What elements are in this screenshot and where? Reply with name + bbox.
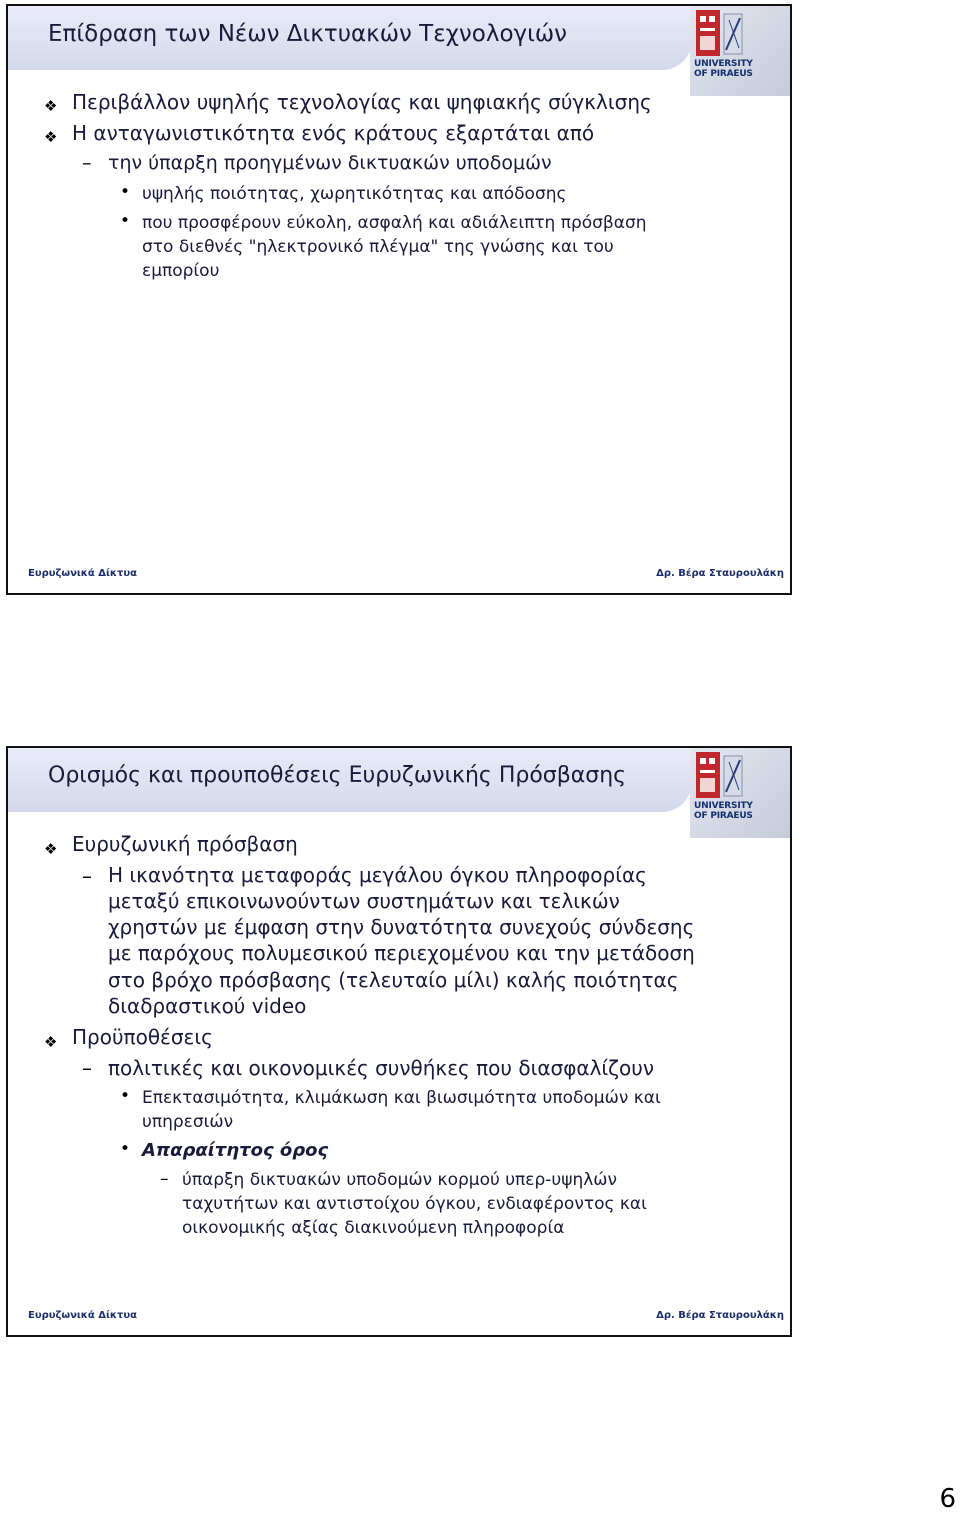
dot-bullet: • xyxy=(120,1139,131,1159)
university-crest-icon xyxy=(696,10,756,58)
list-item: εμπορίου xyxy=(142,261,220,281)
diamond-bullet-icon: ❖ xyxy=(44,97,58,115)
dash-bullet: – xyxy=(82,152,92,174)
list-item: Περιβάλλον υψηλής τεχνολογίας και ψηφιακής σύγκλισης xyxy=(72,90,652,114)
list-item: Προϋποθέσεις xyxy=(72,1025,213,1049)
list-item: Ευρυζωνική πρόσβαση xyxy=(72,832,298,856)
dash-bullet: – xyxy=(82,1056,92,1080)
logo-text xyxy=(694,59,764,79)
logo-line-1: UNIVERSITY xyxy=(694,59,753,69)
logo-line-2: OF PIRAEUS xyxy=(694,811,753,821)
slide-title: Επίδραση των Νέων Δικτυακών Τεχνολογιών xyxy=(48,21,568,47)
university-crest-icon xyxy=(696,752,756,800)
diamond-bullet-icon: ❖ xyxy=(44,840,58,858)
dot-bullet: • xyxy=(120,1086,131,1106)
slide-1 xyxy=(6,4,792,595)
dash-bullet: – xyxy=(160,1169,169,1189)
slide-2 xyxy=(6,746,792,1337)
diamond-bullet-icon: ❖ xyxy=(44,1033,58,1051)
dash-bullet: – xyxy=(82,864,92,888)
list-item-emphasis: Απαραίτητος όρος xyxy=(142,1140,329,1161)
list-item: στο διεθνές "ηλεκτρονικό πλέγμα" της γνώσης και του xyxy=(142,237,614,257)
list-item: με παρόχους πολυμεσικού περιεχομένου και την μετάδοση xyxy=(108,941,695,965)
dot-bullet: • xyxy=(120,211,131,231)
list-item: στο βρόχο πρόσβασης (τελευταίο μίλι) καλής ποιότητας xyxy=(108,968,679,992)
list-item: οικονομικής αξίας διακινούμενη πληροφορία xyxy=(182,1218,565,1238)
list-item: την ύπαρξη προηγμένων δικτυακών υποδομών xyxy=(108,152,552,174)
list-item: υψηλής ποιότητας, χωρητικότητας και απόδοσης xyxy=(142,184,567,204)
title-band xyxy=(8,748,692,812)
logo-line-1: UNIVERSITY xyxy=(694,801,753,811)
list-item: διαδραστικού video xyxy=(108,994,307,1018)
diamond-bullet-icon: ❖ xyxy=(44,128,58,146)
university-logo xyxy=(690,748,790,838)
list-item: πολιτικές και οικονομικές συνθήκες που διασφαλίζουν xyxy=(108,1056,655,1080)
list-item: που προσφέρουν εύκολη, ασφαλή και αδιάλειπτη πρόσβαση xyxy=(142,213,647,233)
footer-author: Δρ. Βέρα Σταυρουλάκη xyxy=(656,1310,784,1321)
list-item: ταχυτήτων και αντιστοίχου όγκου, ενδιαφέροντος και xyxy=(182,1194,647,1214)
list-item: μεταξύ επικοινωνούντων συστημάτων και τελικών xyxy=(108,889,620,913)
page-number: 6 xyxy=(939,1484,956,1514)
list-item: Η ικανότητα μεταφοράς μεγάλου όγκου πληροφορίας xyxy=(108,863,647,887)
university-logo xyxy=(690,6,790,96)
footer-course: Ευρυζωνικά Δίκτυα xyxy=(28,1310,138,1321)
list-item: Επεκτασιμότητα, κλιμάκωση και βιωσιμότητα υποδομών και xyxy=(142,1088,661,1108)
slide-title: Ορισμός και προυποθέσεις Ευρυζωνικής Πρόσβασης xyxy=(48,763,627,788)
footer-author: Δρ. Βέρα Σταυρουλάκη xyxy=(656,568,784,579)
list-item: ύπαρξη δικτυακών υποδομών κορμού υπερ-υψηλών xyxy=(182,1170,618,1190)
list-item: Η ανταγωνιστικότητα ενός κράτους εξαρτάται από xyxy=(72,121,595,145)
logo-line-2: OF PIRAEUS xyxy=(694,69,753,79)
logo-text xyxy=(694,801,764,821)
dot-bullet: • xyxy=(120,182,131,202)
title-band xyxy=(8,6,692,70)
list-item: χρηστών με έμφαση στην δυνατότητα συνεχούς σύνδεσης xyxy=(108,915,695,939)
footer-course: Ευρυζωνικά Δίκτυα xyxy=(28,568,138,579)
list-item: υπηρεσιών xyxy=(142,1112,234,1132)
